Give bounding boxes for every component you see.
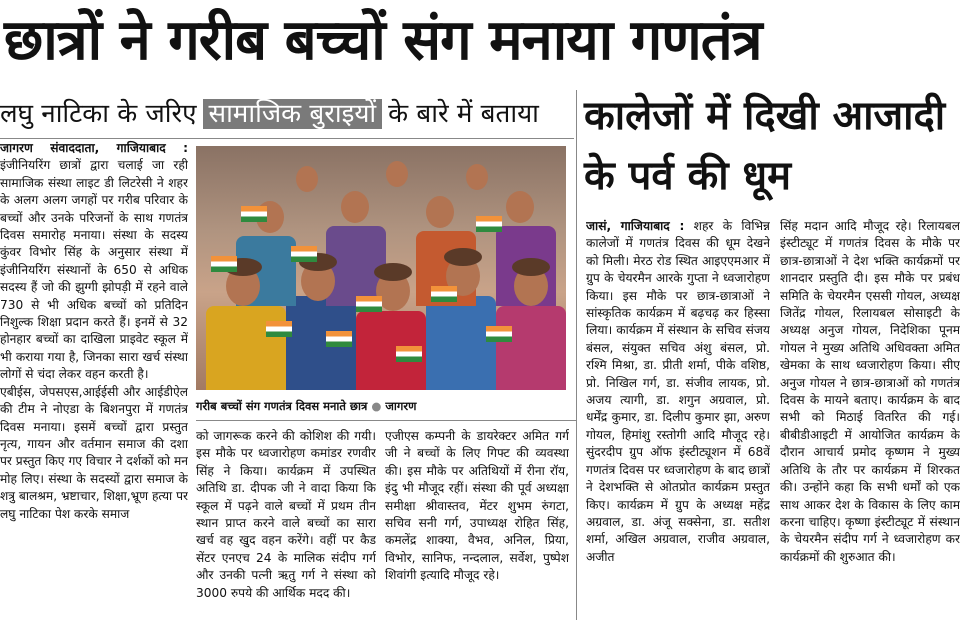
divider [196,420,576,421]
col1-para1: इंजीनियरिंग छात्रों द्वारा चलाई जा रही सामाजिक संस्था लाइट डी लिटरेसी ने शहर के अलग अलग जगहों पर गरीब परिवार के बच्चों और उनके परिजनों के साथ गणतंत्र दिवस समारोह मनाया। संस्था के सदस्य कुंवर विभोर सिंह के अनुसार संस्था में इंजीनियरिंग संस्थानों के 650 से अधिक सदस्य हैं जो की झुग्गी झोपड़ी में रहने वाले 730 से भी अधिक बच्चों को प्रतिदिन निशुल्क शिक्षा प्रदान करते हैं। इनमें से 32 होनहार बच्चों का दाखिला प्राइवेट स्कूल में भी कराया गया है, जिनका सारा खर्च संस्था लोगों से चंदा लेकर वहन करती है। [0,158,188,382]
divider [0,138,574,139]
article-column-1 [0,140,188,624]
col2-para1: को जागरूक करने की कोशिश की गयी। इस मौके पर ध्वजारोहण कमांडर रणवीर सिंह ने किया। कार्यक्रम में उपस्थित अतिथि डा. दीपक जी ने वादा किया कि स्कूल में पढ़ने वाले बच्चों में प्रथम तीन स्थान प्राप्त करने वाले बच्चों का सारा खर्च वह खुद वहन करेंगे। वहीं पर कैड सेंटर एनएच 24 के मालिक संदीप गर्ग और उनकी पत्नी ऋतु गर्ग ने संस्था को 3000 रुपये की आर्थिक मदद की। [196,429,376,600]
col1-para2: एबीईस, जेपसएस,आईईसी और आईडीऐल की टीम ने नोएडा के बिशनपुरा में गणतंत्र दिवस मनाया। इसमें बच्चों द्वारा प्रस्तुत नृत्य, गायन और वर्तमान समाज की दशा पर प्रस्तुत किए गए विचार ने दर्शकों को मन मोह लिए। संस्था के सदस्यों द्वारा समाज के शत्रु बालश्रम, भ्रष्टाचार, शिक्षा,भ्रूण हत्या पर लघु नाटिका पेश करके समाज [0,384,188,521]
article-column-5 [780,218,960,624]
column-divider [576,90,577,620]
second-headline: कालेजों में दिखी आजादी के पर्व की धूम [584,93,946,199]
byline: जागरण संवाददाता, गाजियाबाद : [0,141,188,155]
byline: जासं, गाजियाबाद : [586,219,685,233]
col4-para1: शहर के विभिन्न कालेजों में गणतंत्र दिवस की धूम देखने को मिली। मेरठ रोड स्थित आइएएमआर में ग्रुप के चेयरमैन आरके गुप्ता ने ध्वजारोहण किया। इस मौके पर छात्र-छात्राओं ने सांस्कृतिक कार्यक्रम में बढ़चढ़ कर हिस्सा लिया। कार्यक्रम में संस्थान के सचिव संजय बंसल, संयुक्त सचिव अंशु बंसल, प्रो. रश्मि मिश्रा, डा. प्रीती शर्मा, पीके वशिष्ठ, प्रो. निखिल गर्ग, डा. संजीव लायक, प्रो. अजय त्यागी, डा. शगुन अग्रवाल, प्रो. धर्मेंद्र कुमार, डा. दिलीप कुमार झा, अरुण गोयल, हिमांशु रस्तोगी आदि मौजूद रहे। सुंदरदीप ग्रुप ऑफ इंस्टीट्यूशन में 68वें गणतंत्र दिवस पर ध्वजारोहण के बाद छात्रों ने देशभक्ति से ओतप्रोत कार्यक्रम प्रस्तुत किए। कार्यक्रम में ग्रुप के अध्यक्ष महेंद्र अग्रवाल, डा. अंजू सक्सेना, डा. सतीश शर्मा, अखिल अग्रवाल, राजीव अग्रवाल, अजीत [586,219,770,564]
article-column-3 [385,428,569,624]
subhead-before: लघु नाटिका के जरिए [0,99,197,129]
headline: छात्रों ने गरीब बच्चों संग मनाया गणतंत्र [4,8,762,73]
subhead-highlight: सामाजिक बुराइयों [203,99,383,129]
news-photo [196,146,566,390]
photo-credit: जागरण [385,399,417,413]
article-column-2 [196,428,376,624]
subheadline [0,95,539,133]
photo-caption [196,398,566,414]
col3-para1: एजीएस कम्पनी के डायरेक्टर अमित गर्ग जी ने बच्चों के लिए गिफ्ट की व्यवस्था की। इस मौके पर अतिथियों में रीना रॉय, इंदु भी मौजूद रहीं। संस्था की पूर्व अध्यक्षा समीक्षा श्रीवास्तव, मेंटर शुभम रुंगटा, सचिव सनी गर्ग, उपाध्यक्ष रोहित सिंह, कमलेंद्र शाक्या, वैभव, अनिल, प्रिया, विभोर, सानिफ, नन्दलाल, सर्वेश, पुष्पेश शिवांगी इत्यादि मौजूद रहे। [385,429,569,583]
col5-para1: सिंह मदान आदि मौजूद रहे। रिलायबल इंस्टीट्यूट में गणतंत्र दिवस के मौके पर छात्र-छात्राओं ने देश भक्ति कार्यक्रमों पर शानदार प्रस्तुति दी। इस मौके पर प्रबंध समिति के चेयरमैन एससी गोयल, अध्यक्ष जितेंद्र गोयल, रिलायबल सोसाइटी के अध्यक्ष अनुज गोयल, निदेशिका पूनम गोयल ने मुख्य अतिथि अधिवक्ता अमित खेमका के साथ ध्वजारोहण किया। सीए अनुज गोयल ने छात्र-छात्राओं को गणतंत्र दिवस के मायने बताए। कार्यक्रम के बाद सभी को मिठाई वितरित की गई। बीबीडीआइटी में आयोजित कार्यक्रम के दौरान आचार्य प्रमोद कृष्णम ने मुख्य अतिथि के तौर पर कार्यक्रम में शिरकत की। उन्होंने कहा कि सभी धर्मों को एक साथ आकर देश के विकास के लिए काम करना चाहिए। कृष्णा इंस्टीट्यूट में संस्थान के चेयरमैन संदीप गर्ग ने ध्वजारोहण कर कार्यक्रमों की शुरुआत की। [780,219,960,564]
credit-dot-icon: ● [371,399,382,413]
caption-text: गरीब बच्चों संग गणतंत्र दिवस मनाते छात्र [196,399,368,413]
article-column-4 [586,218,770,624]
subhead-after: के बारे में बताया [388,99,539,129]
